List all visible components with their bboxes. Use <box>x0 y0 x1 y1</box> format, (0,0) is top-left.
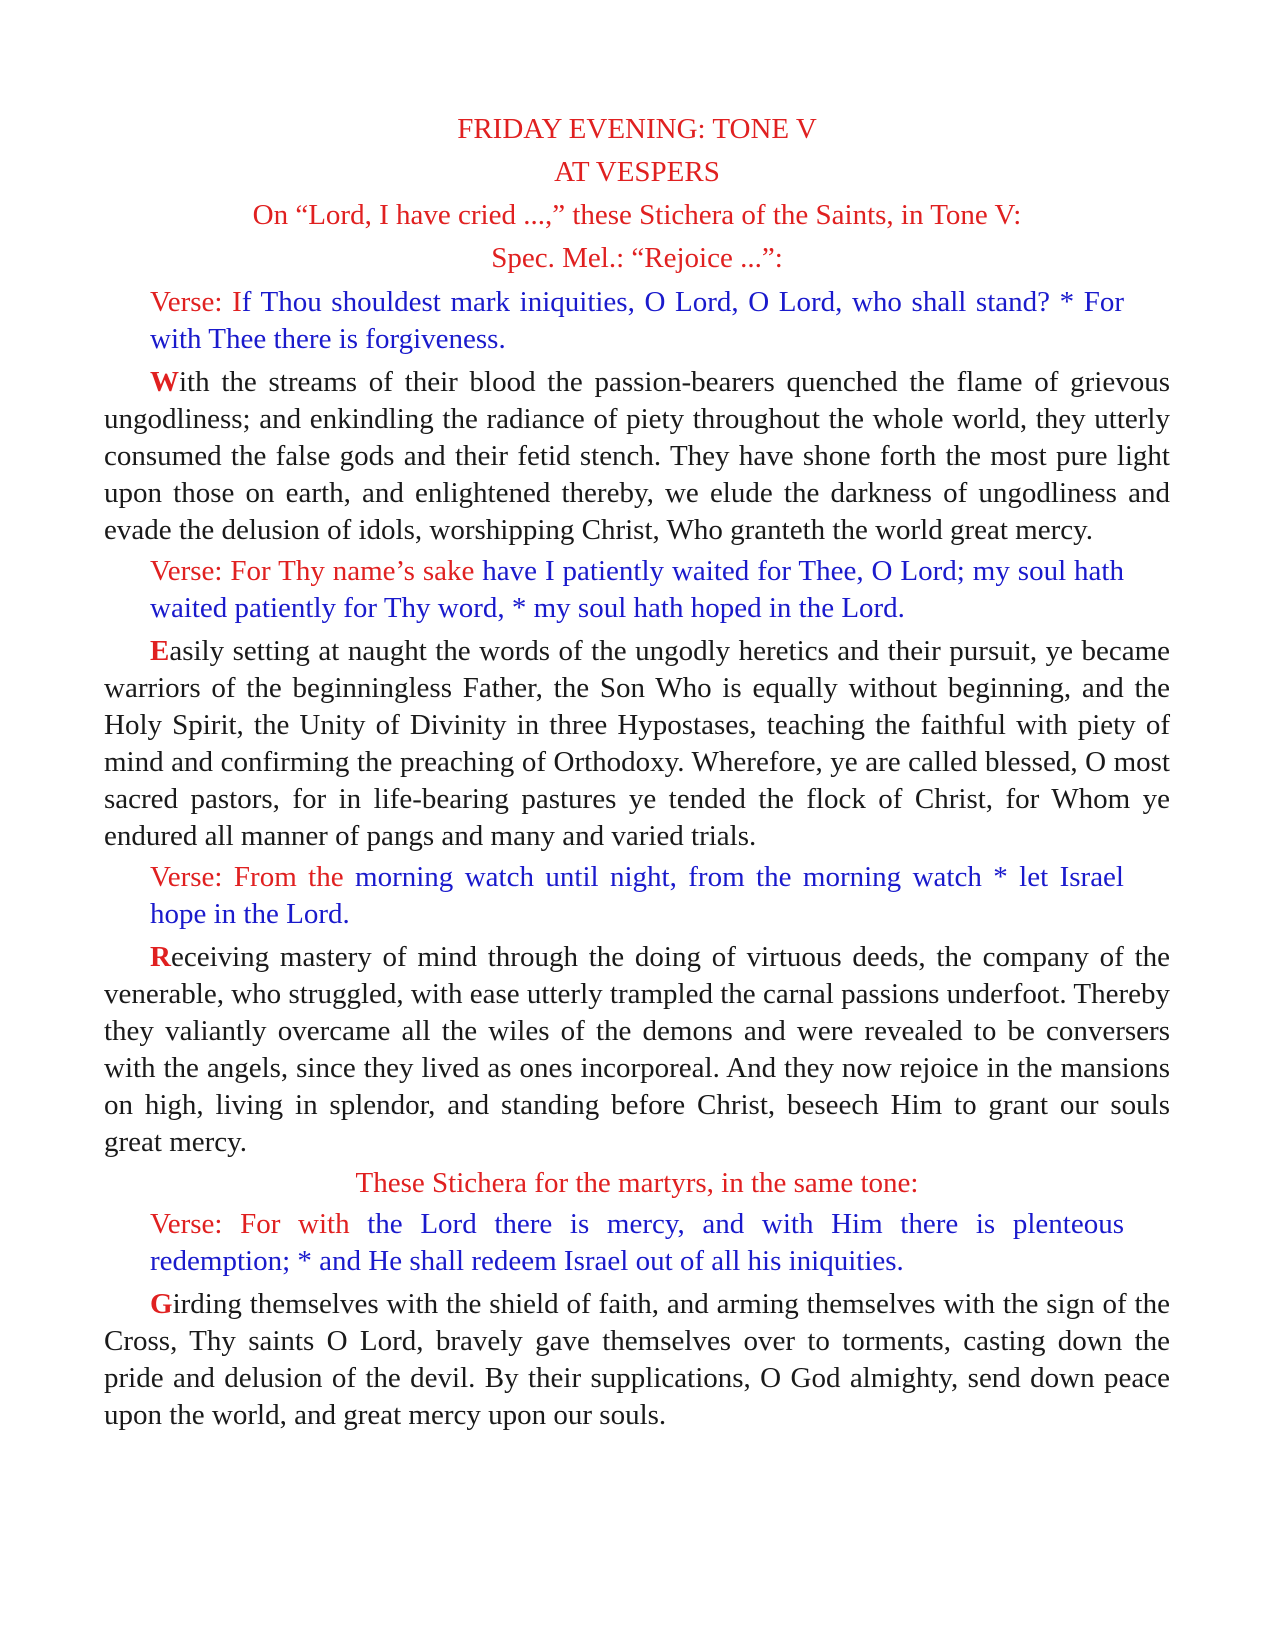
stichera-text: asily setting at naught the words of the ungodly heretics and their pursuit, ye became warriors of the beginningless Father, the Son Who is equally without beginning, and the Holy Spirit, the Unity of Divinity in three Hypostases, teaching the faithful with piety of mind and confirming the preaching of Orthodoxy. Wherefore, ye are called blessed, O most sacred pastors, for in life-bearing pastures ye tended the flock of Christ, for Whom ye endured all manner of pangs and many and varied trials. <box>104 635 1170 852</box>
service-subtitle: AT VESPERS <box>554 156 720 188</box>
martyrs-rubric: These Stichera for the martyrs, in the same tone: <box>355 1167 919 1199</box>
stichera-rubric: On “Lord, I have cried ...,” these Stichera of the Saints, in Tone V: <box>252 199 1022 231</box>
verse-label: Verse: <box>150 286 233 318</box>
verse-text: morning watch until night, from the morning watch * let Israel hope in the Lord. <box>150 861 1124 930</box>
verse-label: Verse: <box>150 555 231 587</box>
verse-initial: For with <box>240 1208 350 1240</box>
verse-initial: From the <box>233 861 344 893</box>
verse-1 <box>150 284 1124 358</box>
melody-rubric: Spec. Mel.: “Rejoice ...”: <box>491 242 783 274</box>
verse-label: Verse: <box>150 1208 241 1240</box>
stichera-2 <box>104 633 1170 855</box>
verse-3 <box>150 859 1124 933</box>
stichera-4 <box>104 1286 1170 1434</box>
drop-initial: E <box>150 635 170 667</box>
verse-2 <box>150 553 1124 627</box>
service-title: FRIDAY EVENING: TONE V <box>457 113 817 145</box>
drop-initial: W <box>150 366 179 398</box>
drop-initial: G <box>150 1288 173 1320</box>
stichera-text: eceiving mastery of mind through the doing of virtuous deeds, the company of the venerable, who struggled, with ease utterly trampled the carnal passions underfoot. Thereby they valiantly overcame all the wiles of the demons and were revealed to be conversers with the angels, since they lived as ones incorporeal. And they now rejoice in the mansions on high, living in splendor, and standing before Christ, beseech Him to grant our souls great mercy. <box>104 941 1170 1158</box>
stichera-text: ith the streams of their blood the passion-bearers quenched the flame of grievous ungodliness; and enkindling the radiance of piety throughout the whole world, they utterly consumed the false gods and their fetid stench. They have shone forth the most pure light upon those on earth, and enlightened thereby, we elude the darkness of ungodliness and evade the delusion of idols, worshipping Christ, Who granteth the world great mercy. <box>104 366 1170 546</box>
verse-4 <box>150 1206 1124 1280</box>
stichera-text: irding themselves with the shield of faith, and arming themselves with the sign of the Cross, Thy saints O Lord, bravely gave themselves over to torments, casting down the pride and delusion of the devil. By their supplications, O God almighty, send down peace upon the world, and great mercy upon our souls. <box>104 1288 1170 1431</box>
drop-initial: R <box>150 941 171 973</box>
verse-initial: For Thy name’s sake <box>230 555 475 587</box>
verse-label: Verse: <box>150 861 234 893</box>
verse-initial: I <box>232 286 242 318</box>
verse-text: have I patiently waited for Thee, O Lord; my soul hath waited patiently for Thy word, * my soul hath hoped in the Lord. <box>150 555 1124 624</box>
document-page <box>104 108 1170 1438</box>
verse-text: the Lord there is mercy, and with Him there is plenteous redemption; * and He shall redeem Israel out of all his iniquities. <box>150 1208 1124 1277</box>
verse-text: f Thou shouldest mark iniquities, O Lord, O Lord, who shall stand? * For with Thee there is forgiveness. <box>150 286 1124 355</box>
stichera-3 <box>104 939 1170 1161</box>
stichera-1 <box>104 364 1170 549</box>
